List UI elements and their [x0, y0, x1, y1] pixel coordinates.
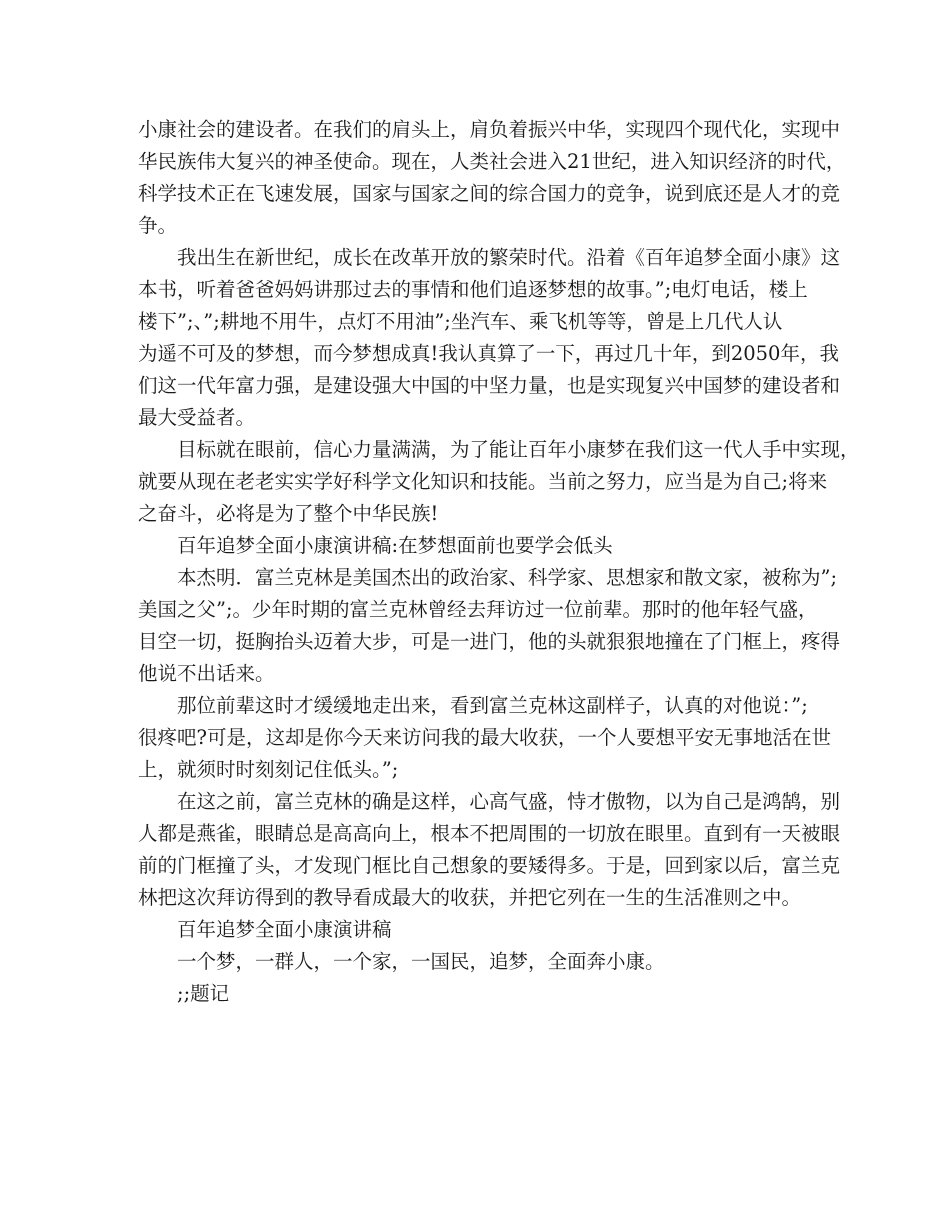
text-line: ;;题记	[177, 982, 230, 1005]
text-line: 们这一代年富力强，是建设强大中国的中坚力量，也是实现复兴中国梦的建设者和	[138, 374, 841, 397]
text-line: 最大受益者。	[138, 406, 256, 429]
text-line: 他说不出话来。	[138, 662, 275, 685]
text-line: 很疼吧?可是，这却是你今天来访问我的最大收获，一个人要想平安无事地活在世	[138, 726, 831, 749]
text-line: 上，就须时时刻刻记住低头。”;	[138, 758, 399, 781]
text-line: 那位前辈这时才缓缓地走出来，看到富兰克林这副样子，认真的对他说：”;	[177, 694, 808, 717]
text-line: 就要从现在老老实实学好科学文化知识和技能。当前之努力，应当是为自己;将来	[138, 470, 828, 493]
text-line: 我出生在新世纪，成长在改革开放的繁荣时代。沿着《百年追梦全面小康》这	[177, 246, 841, 269]
text-line: 林把这次拜访得到的教导看成最大的收获，并把它列在一生的生活准则之中。	[138, 886, 802, 909]
text-line: 美国之父”;。少年时期的富兰克林曾经去拜访过一位前辈。那时的他年轻气盛，	[138, 598, 818, 621]
text-line: 为遥不可及的梦想，而今梦想成真!我认真算了一下，再过几十年，到2050年，我	[138, 342, 839, 365]
text-line: 前的门框撞了头，才发现门框比自己想象的要矮得多。于是，回到家以后，富兰克	[138, 854, 841, 877]
text-line: 本杰明．富兰克林是美国杰出的政治家、科学家、思想家和散文家，被称为”;	[177, 566, 838, 589]
text-line: 目空一切，挺胸抬头迈着大步，可是一进门，他的头就狠狠地撞在了门框上，疼得	[138, 630, 841, 653]
text-line: 小康社会的建设者。在我们的肩头上，肩负着振兴中华，实现四个现代化，实现中	[138, 118, 841, 141]
text-line: 本书，听着爸爸妈妈讲那过去的事情和他们追逐梦想的故事。”;电灯电话，楼上	[138, 278, 808, 301]
text-line: 争。	[138, 214, 178, 237]
text-line: 百年追梦全面小康演讲稿	[177, 918, 392, 941]
text-line: 楼下”;、”;耕地不用牛，点灯不用油”;坐汽车、乘飞机等等，曾是上几代人认	[138, 310, 783, 333]
text-line: 科学技术正在飞速发展，国家与国家之间的综合国力的竞争，说到底还是人才的竞	[138, 182, 841, 205]
text-line: 目标就在眼前，信心力量满满，为了能让百年小康梦在我们这一代人手中实现，	[177, 438, 860, 461]
text-line: 一个梦，一群人，一个家，一国民，追梦，全面奔小康。	[177, 950, 665, 973]
text-line: 华民族伟大复兴的神圣使命。现在，人类社会进入21世纪，进入知识经济的时代，	[138, 150, 846, 173]
document-body	[138, 114, 860, 1010]
text-line: 在这之前，富兰克林的确是这样，心高气盛，恃才傲物，以为自己是鸿鹄，别	[177, 790, 841, 813]
text-line: 人都是燕雀，眼睛总是高高向上，根本不把周围的一切放在眼里。直到有一天被眼	[138, 822, 841, 845]
text-line: 百年追梦全面小康演讲稿:在梦想面前也要学会低头	[177, 534, 613, 557]
text-line: 之奋斗，必将是为了整个中华民族!	[138, 502, 439, 525]
